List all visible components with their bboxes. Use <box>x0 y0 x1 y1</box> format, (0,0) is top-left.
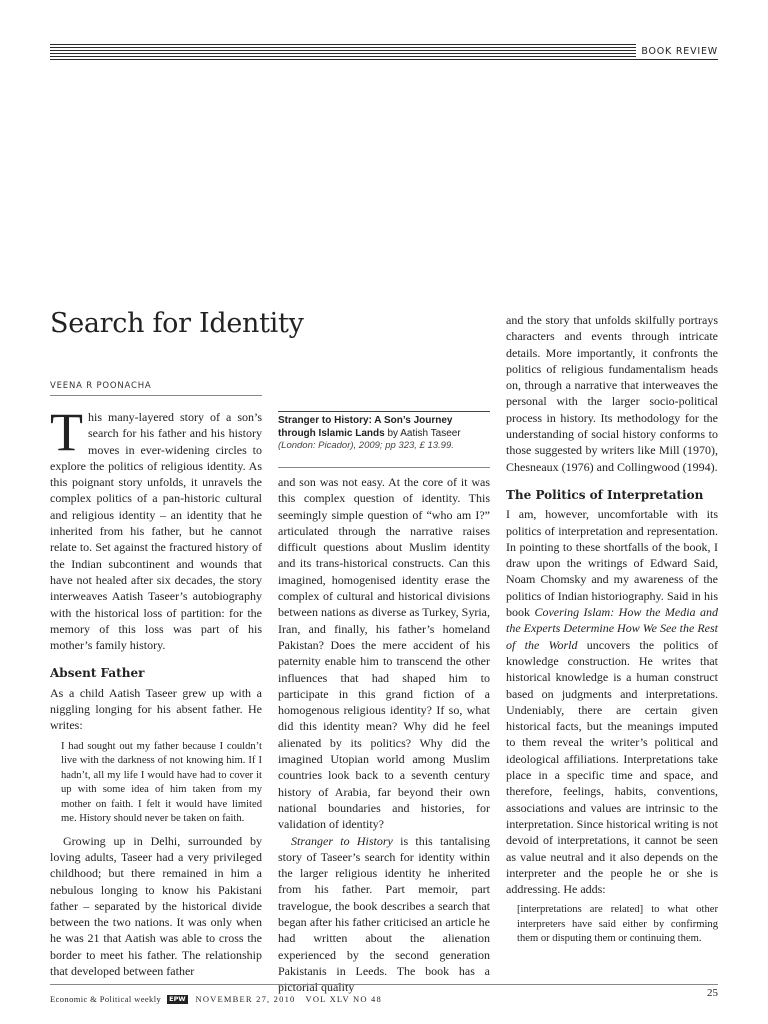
section-label: BOOK REVIEW <box>637 45 718 58</box>
col2-paragraph-2-text: is this tantalising story of Taseer’s search for identity within the larger religious identity he inherited from his father. Part memoir, part travelogue, the book describes a search that began after his father criticised an article he had written about the alienation experienced by the second generation Pakistanis in Leeds. The book has a pictorial quality <box>278 833 490 995</box>
epw-logo: EPW <box>169 995 186 1003</box>
book-title-italic: Stranger to History <box>291 833 393 848</box>
absent-paragraph-2: Growing up in Delhi, surrounded by loving adults, Taseer had a very privileged childhood; but there remained in him a nebulous longing to know his Pakistani father – separated by the historical divide between the two nations. It was only when he was 21 that Aatish was able to cross the border to meet his father. The relationship that developed between father <box>50 833 262 979</box>
book-publication: (London: Picador), 2009; pp 323, £ 13.99. <box>278 440 454 451</box>
journal-name: Economic & Political weekly <box>50 994 162 1004</box>
column-3 <box>506 312 718 953</box>
book-details <box>278 411 490 468</box>
col3-paragraph-1: and the story that unfolds skilfully portrays characters and events through intricate details. More importantly, it confronts the politics of religious fundamentalism heads on, through a narrative that interweaves the personal with the larger socio-political process in history. Its methodology for the understanding of social history conforms to those suggested by writers like Mill (1970), Chesneaux (1976) and Collingwood (1994). <box>506 313 718 474</box>
said-book-title: Covering Islam: How the Media and the Experts Determine How We See the Rest of the World <box>506 605 719 652</box>
book-title: Stranger to History: A Son’s Journey through Islamic Lands <box>278 415 453 439</box>
column-2 <box>278 474 490 996</box>
drop-cap: T <box>50 402 83 462</box>
issue-date: NOVEMBER 27, 2010 <box>195 994 296 1004</box>
author-byline: VEENA R POONACHA <box>50 381 152 391</box>
issue-volume: VOL XLV NO 48 <box>305 994 382 1004</box>
book-author: by Aatish Taseer <box>384 427 461 439</box>
header-rule-lines <box>50 44 636 59</box>
col2-paragraph-1: and son was not easy. At the core of it was this complex question of identity. This seemingly simple question of “who am I?” articulated through the narrative raises difficult questions about Muslim identity and its trans-historical constructs. Can this imagined, homogenised identity erase the complex of cultural and historical divisions between nations as diverse as Turkey, Syria, Iran, and finally, his father’s homeland Pakistan? Does the mere accident of his paternity enable him to transcend the other influences that had shaped him to participate in this grand fiction of a homogenous religious identity? If so, what did this identity mean? Why did he feel alienated by its politics? Why did the imagined Utopian world among Muslim countries look back to a seventh century history of Arabia, far beyond their own national boundaries and histories, for validation of identity? <box>278 475 490 832</box>
header-underline <box>50 59 718 60</box>
col3-paragraph-2-b: uncovers the politics of knowledge construction. He writes that historical knowledge is a human construct based on judgments and interpretations. Undeniably, there are certain given historical facts, but the meanings imputed to them reveal the writer’s political and ideological affiliations. Interpretations take place in a specific time and space, and therefore, feelings, habits, conventions, associations and values are intrinsic to the interpretation. Since historical writing is not devoid of interpretations, it cannot be seen as value neutral and it also depends on the interpreter and the people he or she is addressing. He adds: <box>506 637 718 897</box>
page-number: 25 <box>707 987 718 999</box>
quote-taseer: I had sought out my father because I couldn’t live with the darkness of not knowing him. If I hadn’t, all my life I would have had to cover it up with some idea of him taken from my mother on faith. I felt it would have limited me. History should never be taken on faith. <box>61 740 262 825</box>
heading-absent-father: Absent Father <box>50 666 145 681</box>
page-footer <box>50 989 718 1005</box>
col3-paragraph-2-a: I am, however, uncomfortable with its politics of interpretation and representation. In pointing to these shortfalls of the book, I draw upon the writings of Edward Said, Noam Chomsky and my awareness of the politics of Indian historiography. Said in his book <box>506 507 718 620</box>
heading-politics-interpretation: The Politics of Interpretation <box>506 487 704 502</box>
column-1 <box>50 402 262 979</box>
col2-paragraph-2 <box>278 833 490 996</box>
col3-paragraph-2 <box>506 506 718 897</box>
absent-paragraph-1: As a child Aatish Taseer grew up with a niggling longing for his absent father. He writes: <box>50 685 262 733</box>
intro-paragraph <box>50 402 262 653</box>
book-box-rule <box>278 467 490 468</box>
quote-said: [interpretations are related] to what other interpreters have said either by confirming them or disputing them or continuing them. <box>517 904 718 945</box>
footer-rule <box>50 984 718 985</box>
header-rule <box>50 44 718 59</box>
article-title: Search for Identity <box>50 308 304 339</box>
intro-text: his many-layered story of a son’s search for his father and his history moves in ever-widening circles to explore the politics of religious identity. As this poignant story unfolds, it unravels the complex politics of a pan-historic cultural and religious identity – an identity that he inherited from his father, but he cannot relate to. Set against the fractured history of the Indian subcontinent and wounds that have not healed after six decades, the story interweaves Aatish Taseer’s autobiography with the historical loss of partition: for the memory of this loss was part of his mother’s family history. <box>50 410 262 653</box>
byline-rule <box>50 395 262 396</box>
